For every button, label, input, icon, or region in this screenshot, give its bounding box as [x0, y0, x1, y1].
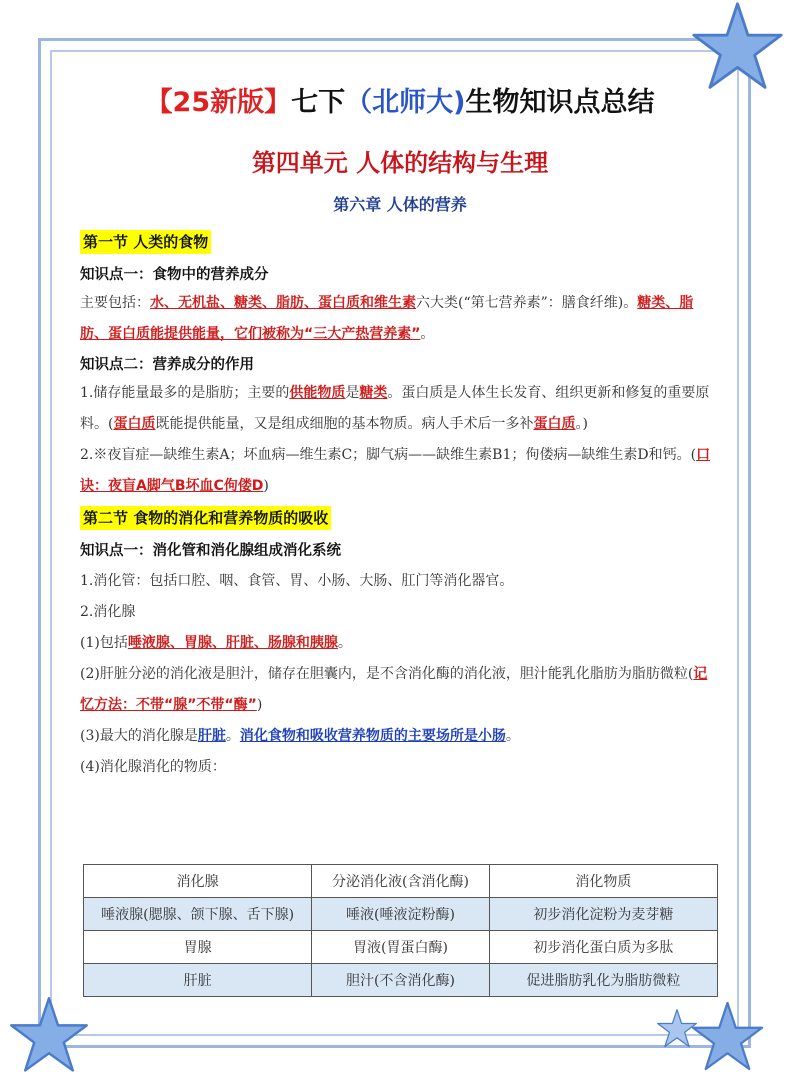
text: 既能提供能量，又是组成细胞的基本物质。病人手术后一多补 — [155, 416, 534, 432]
text: 。 — [505, 728, 520, 744]
list-item: 1.消化管：包括口腔、咽、食管、胃、小肠、大肠、肛门等消化器官。 — [80, 573, 514, 589]
title-bracket-open: 【 — [145, 87, 173, 118]
key-term: 水、无机盐、糖类、脂肪、蛋白质和维生素 — [150, 295, 416, 311]
table-row — [84, 931, 718, 964]
digestive-gland-table — [83, 864, 718, 997]
table-header: 消化腺 — [84, 865, 312, 898]
title-bracket-close: 】 — [264, 87, 292, 118]
key-term: 糖类、脂肪、蛋白质能提供能量，它们被称为“三大产热营养素” — [80, 295, 694, 342]
key-term: 唾液腺、胃腺、肝脏、肠腺和胰腺 — [127, 635, 338, 651]
section-heading: 第一节 人类的食物 — [80, 230, 211, 254]
title-version: 25新版 — [172, 87, 265, 118]
list-item: (4)消化腺消化的物质： — [80, 759, 226, 775]
text: ) — [263, 478, 269, 494]
table-cell: 胆汁(不含消化酶) — [312, 964, 490, 997]
list-item — [80, 659, 720, 721]
text: (1)包括 — [80, 635, 128, 651]
section-heading: 第二节 食物的消化和营养物质的吸收 — [80, 506, 331, 530]
page-title — [80, 78, 720, 128]
title-grade: 七下 — [291, 87, 346, 118]
key-term: 糖类 — [359, 385, 388, 401]
text: 。 — [420, 326, 435, 342]
text: 主要包括： — [80, 295, 150, 311]
text: 六大类(“第七营养素”：膳食纤维)。 — [416, 295, 638, 311]
key-term: 肝脏 — [197, 728, 226, 744]
table-cell: 唾液(唾液淀粉酶) — [312, 898, 490, 931]
text: 。蛋白质是人体生长发育、组织更新和修复的重要原料。( — [80, 385, 710, 432]
table-cell: 胃液(胃蛋白酶) — [312, 931, 490, 964]
table-header: 消化物质 — [489, 865, 717, 898]
text: ) — [256, 697, 263, 713]
text: (2)肝脏分泌的消化液是胆汁，储存在胆囊内，是不含消化酶的消化液，胆汁能乳化脂肪为脂肪微粒( — [80, 666, 694, 682]
text: (3)最大的消化腺是 — [80, 728, 198, 744]
title-subject: 生物知识点总结 — [465, 87, 655, 118]
knowledge-point-heading: 知识点一：食物中的营养成分 — [80, 267, 269, 283]
paragraph — [80, 378, 720, 440]
text: 。 — [225, 728, 240, 744]
text: 是 — [345, 385, 360, 401]
key-term: 消化食物和吸收营养物质的主要场所是小肠 — [239, 728, 506, 744]
mnemonic: 口诀：夜盲A脚气B坏血C佝偻D — [80, 447, 711, 494]
text: 。 — [337, 635, 352, 651]
table-header-row — [84, 865, 718, 898]
table-row — [84, 964, 718, 997]
list-item — [80, 628, 720, 659]
table-header: 分泌消化液(含消化酶) — [312, 865, 490, 898]
text: 2.※夜盲症—缺维生素A；坏血病—维生素C；脚气病——缺维生素B1；佝偻病—缺维生素D和钙。( — [80, 447, 697, 463]
text: 1.储存能量最多的是脂肪；主要的 — [80, 385, 290, 401]
knowledge-point-heading: 知识点一：消化管和消化腺组成消化系统 — [80, 543, 341, 559]
text: 。) — [575, 416, 588, 432]
star-icon — [656, 1008, 698, 1050]
list-item: 2.消化腺 — [80, 604, 136, 620]
document-body — [80, 78, 720, 783]
paragraph — [80, 440, 720, 502]
key-term: 蛋白质 — [113, 416, 156, 432]
table-cell: 初步消化蛋白质为多肽 — [489, 931, 717, 964]
unit-heading: 第四单元 人体的结构与生理 — [251, 149, 549, 177]
table-cell: 肝脏 — [84, 964, 312, 997]
key-term: 蛋白质 — [533, 416, 576, 432]
key-term: 供能物质 — [289, 385, 346, 401]
table-cell: 促进脂肪乳化为脂肪微粒 — [489, 964, 717, 997]
chapter-heading: 第六章 人体的营养 — [333, 195, 467, 214]
knowledge-point-heading: 知识点二：营养成分的作用 — [80, 357, 254, 373]
mnemonic: 记忆方法：不带“腺”不带“酶” — [80, 666, 708, 713]
table-row — [84, 898, 718, 931]
title-publisher: （北师大) — [345, 87, 466, 118]
star-icon — [8, 995, 90, 1077]
table-cell: 胃腺 — [84, 931, 312, 964]
table-cell: 初步消化淀粉为麦芽糖 — [489, 898, 717, 931]
star-icon — [690, 1000, 765, 1075]
list-item — [80, 721, 720, 752]
paragraph — [80, 288, 720, 350]
table-cell: 唾液腺(腮腺、颌下腺、舌下腺) — [84, 898, 312, 931]
